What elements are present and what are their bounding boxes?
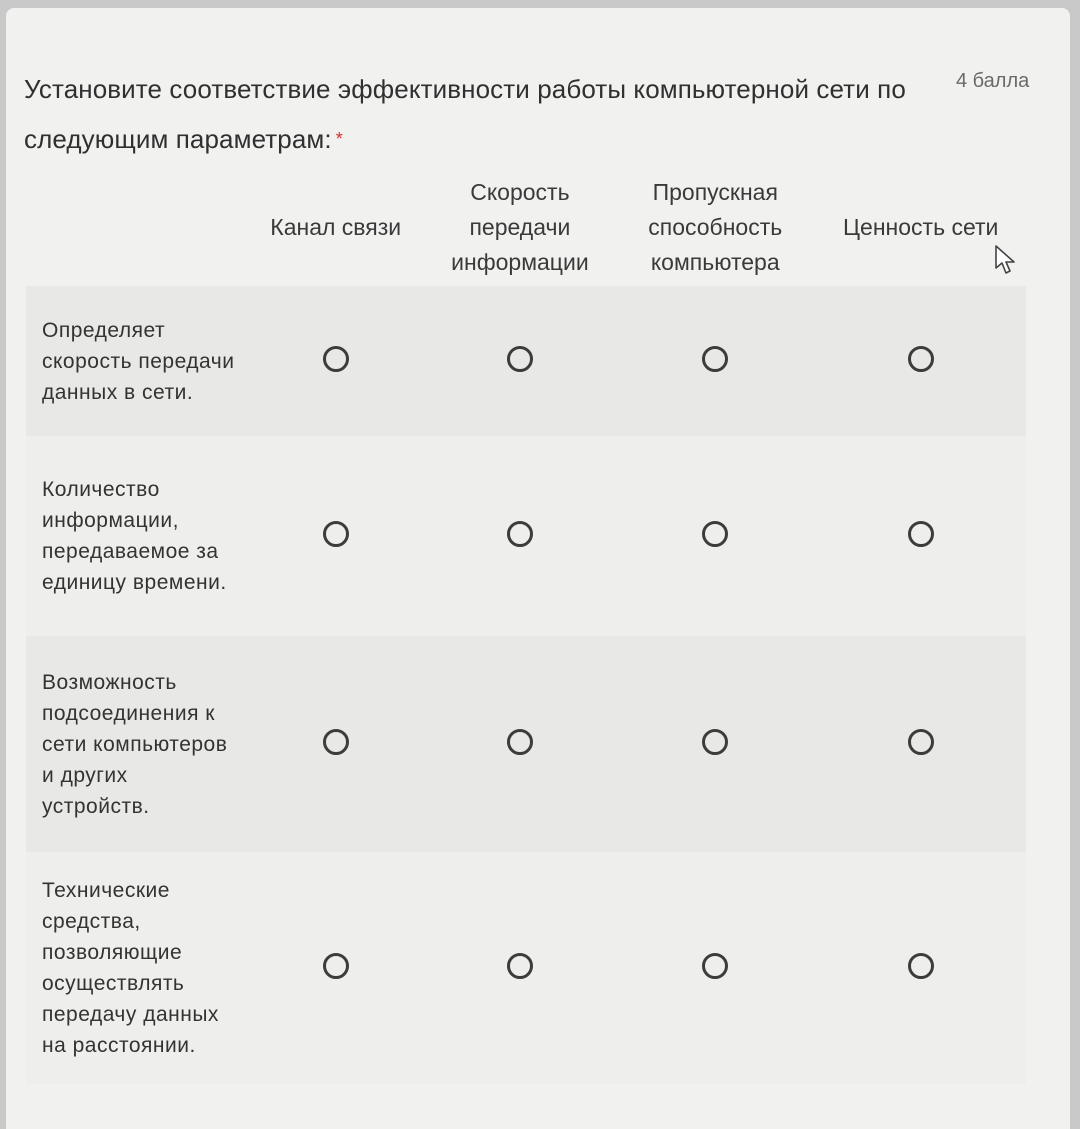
radio-row4-throughput[interactable] (702, 953, 728, 979)
radio-row2-transfer-speed[interactable] (507, 521, 533, 547)
grid-row (26, 286, 1026, 436)
radio-row3-network-value[interactable] (908, 729, 934, 755)
radio-row3-throughput[interactable] (702, 729, 728, 755)
grid-row (26, 436, 1026, 636)
radio-row2-network-value[interactable] (908, 521, 934, 547)
grid-cell (815, 436, 1026, 636)
required-marker: * (335, 129, 343, 149)
grid-corner (26, 168, 247, 286)
choice-grid (26, 168, 1026, 1084)
radio-row1-channel[interactable] (323, 346, 349, 372)
grid-cell (247, 436, 425, 636)
row-label: Определяет скорость передачи данных в сети. (26, 286, 247, 436)
radio-row3-transfer-speed[interactable] (507, 729, 533, 755)
radio-row1-transfer-speed[interactable] (507, 346, 533, 372)
column-header-channel: Канал связи (270, 213, 402, 240)
grid-row (26, 636, 1026, 852)
column-header-transfer-speed: Скорость передачи информации (451, 178, 589, 275)
question-points: 4 балла (956, 70, 1030, 92)
grid-cell (615, 852, 815, 1084)
grid-cell (815, 852, 1026, 1084)
grid-cell (615, 636, 815, 852)
grid-cell (425, 286, 615, 436)
question-title (24, 64, 934, 164)
radio-row3-channel[interactable] (323, 729, 349, 755)
grid-row (26, 852, 1026, 1084)
column-header-network-value: Ценность сети (843, 213, 999, 240)
grid-cell (247, 852, 425, 1084)
grid-cell (615, 286, 815, 436)
row-label: Количество информации, передаваемое за единицу времени. (26, 436, 247, 636)
grid-cell (615, 436, 815, 636)
grid-cell (425, 436, 615, 636)
row-label: Технические средства, позволяющие осуществлять передачу данных на расстоянии. (26, 852, 247, 1084)
radio-row4-network-value[interactable] (908, 953, 934, 979)
grid-cell (815, 286, 1026, 436)
question-title-text: Установите соответствие эффективности работы компьютерной сети по следующим параметрам: (24, 74, 906, 154)
question-header (24, 64, 1064, 164)
radio-row1-network-value[interactable] (908, 346, 934, 372)
grid-cell (425, 636, 615, 852)
grid-cell (425, 852, 615, 1084)
grid-header-row (26, 168, 1026, 286)
radio-row4-transfer-speed[interactable] (507, 953, 533, 979)
radio-row2-throughput[interactable] (702, 521, 728, 547)
radio-row2-channel[interactable] (323, 521, 349, 547)
mouse-pointer-icon (994, 244, 1020, 276)
radio-row1-throughput[interactable] (702, 346, 728, 372)
grid-cell (815, 636, 1026, 852)
grid-cell (247, 636, 425, 852)
grid-cell (247, 286, 425, 436)
column-header-throughput: Пропускная способность компьютера (648, 178, 783, 275)
row-label: Возможность подсоединения к сети компьютеров и других устройств. (26, 636, 247, 852)
radio-row4-channel[interactable] (323, 953, 349, 979)
